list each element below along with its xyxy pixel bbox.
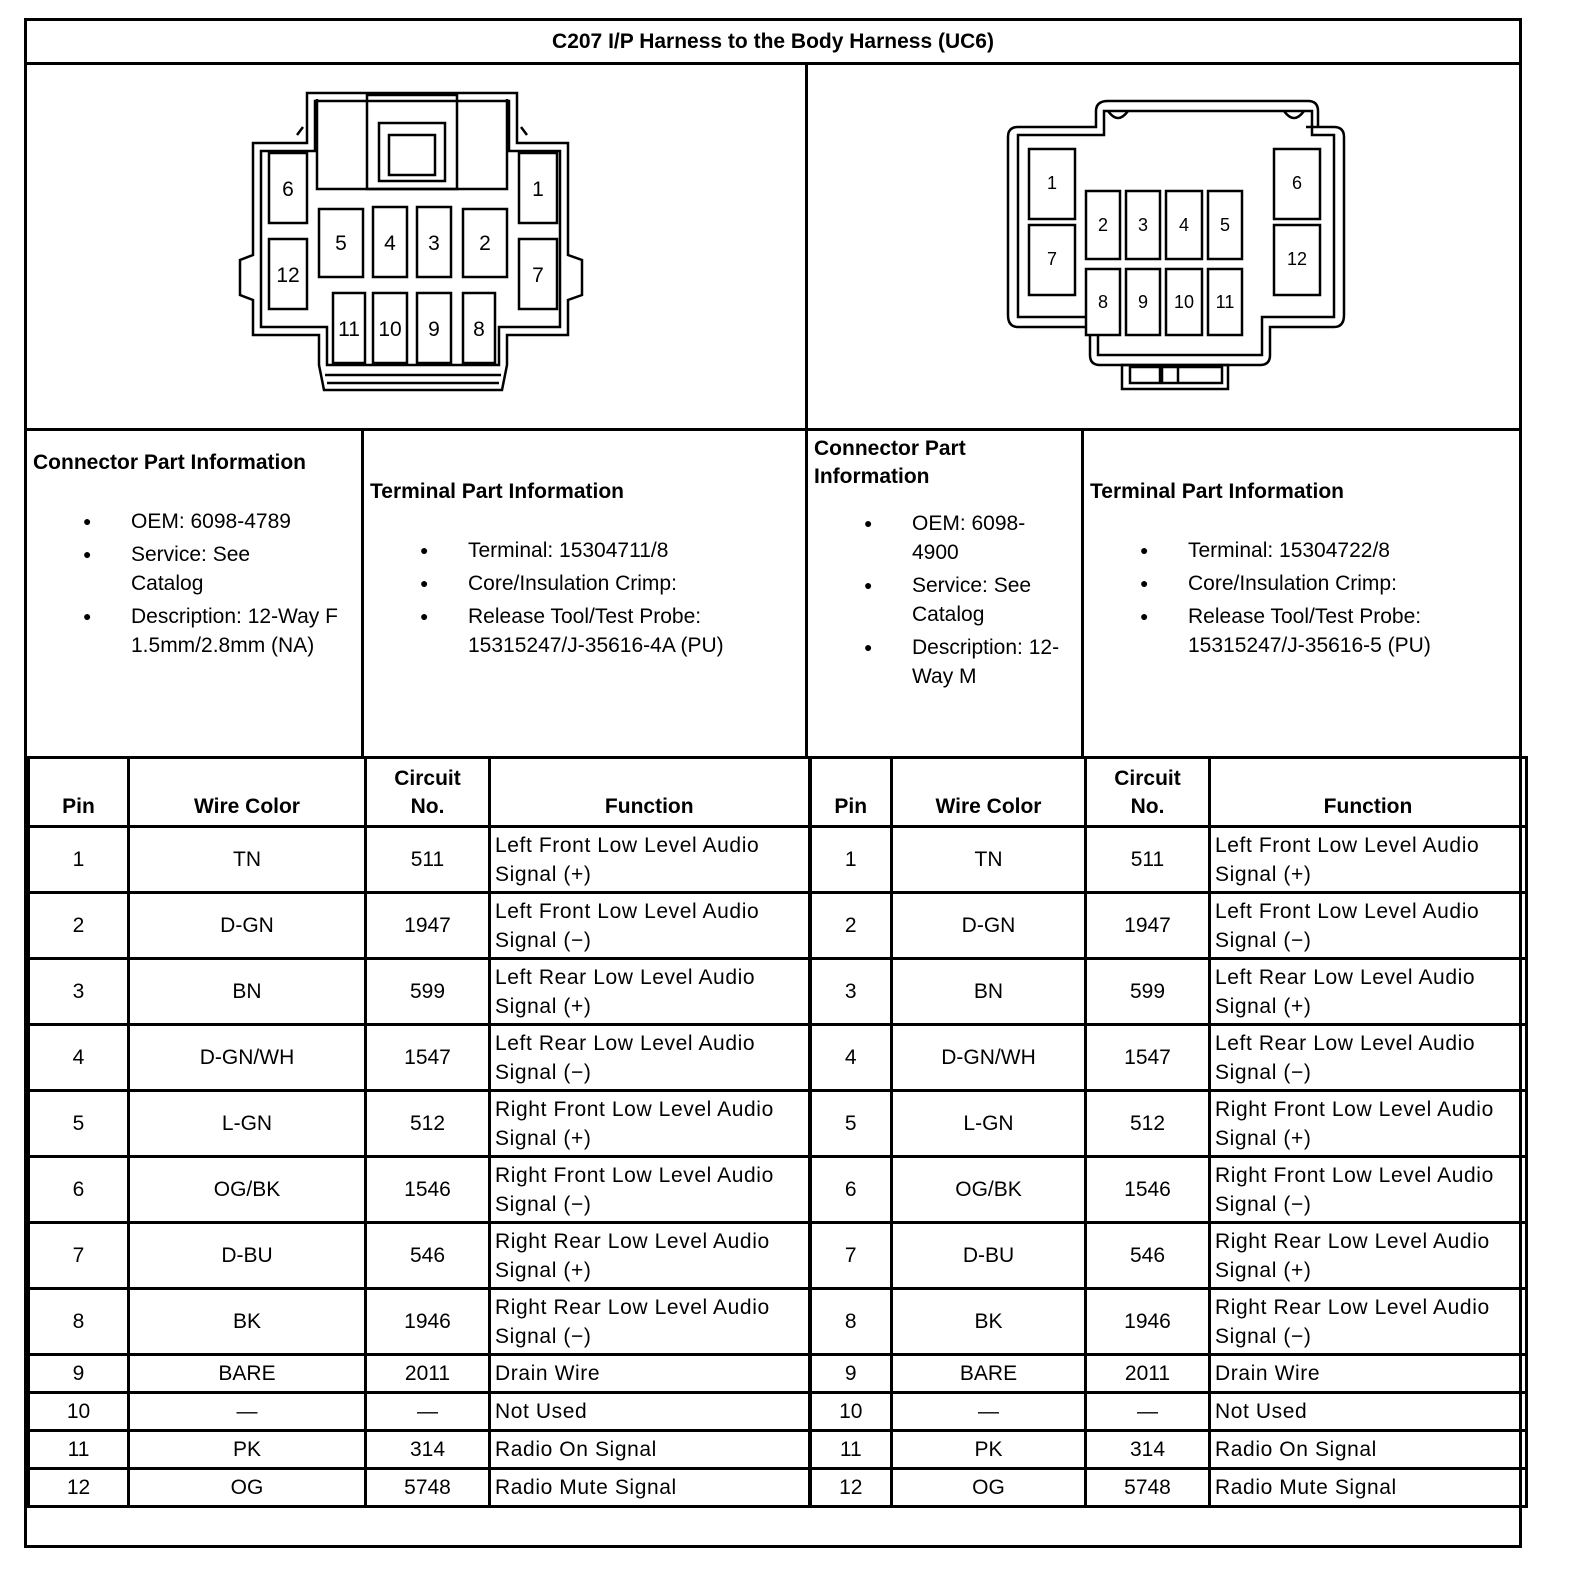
function-cell: Radio Mute Signal [1210, 1469, 1527, 1507]
circuit-cell: 512 [366, 1091, 490, 1157]
pin-cell: 4 [810, 1025, 892, 1091]
table-row [29, 1223, 1527, 1289]
wire-color-cell: OG/BK [892, 1157, 1086, 1223]
function-cell: Not Used [490, 1393, 810, 1431]
left-pin-label: 8 [473, 318, 485, 341]
right-pin-label: 7 [1046, 249, 1058, 269]
pin-cell: 3 [810, 959, 892, 1025]
pin-cell: 12 [29, 1469, 129, 1507]
pin-cell: 6 [810, 1157, 892, 1223]
part-info-row [27, 428, 1519, 759]
circuit-cell: 5748 [1086, 1469, 1210, 1507]
column-header: Circuit No. [1086, 758, 1210, 827]
right-pin-label: 8 [1097, 292, 1109, 312]
wire-color-cell: BK [892, 1289, 1086, 1355]
pin-cell: 11 [810, 1431, 892, 1469]
circuit-cell: 1547 [1086, 1025, 1210, 1091]
left-pin-label: 9 [428, 318, 440, 341]
left-pin-label: 12 [276, 264, 300, 287]
circuit-cell: 314 [1086, 1431, 1210, 1469]
right-pin-label: 3 [1137, 215, 1149, 235]
pin-table-body [29, 827, 1527, 1507]
table-row [29, 1025, 1527, 1091]
right-pin-label: 1 [1046, 173, 1058, 193]
left-pin-label: 3 [428, 232, 440, 255]
function-cell: Left Rear Low Level Audio Signal (−) [1210, 1025, 1527, 1091]
right-pin-label: 10 [1173, 292, 1195, 312]
wire-color-cell: D-GN/WH [892, 1025, 1086, 1091]
right-pin-label: 6 [1291, 173, 1303, 193]
page-title: C207 I/P Harness to the Body Harness (UC6) [27, 21, 1519, 65]
wire-color-cell: L-GN [129, 1091, 366, 1157]
right-terminal-info-title: Terminal Part Information [1090, 480, 1344, 503]
function-cell: Right Front Low Level Audio Signal (−) [1210, 1157, 1527, 1223]
function-cell: Radio On Signal [1210, 1431, 1527, 1469]
left-connector-info-list [33, 507, 355, 660]
wire-color-cell: D-GN [892, 893, 1086, 959]
left-pin-label: 1 [532, 178, 544, 201]
function-cell: Left Front Low Level Audio Signal (+) [490, 827, 810, 893]
function-cell: Left Rear Low Level Audio Signal (+) [1210, 959, 1527, 1025]
wire-color-cell: — [892, 1393, 1086, 1431]
circuit-cell: 2011 [1086, 1355, 1210, 1393]
list-item: ● Release Tool/Test Probe: 15315247/J-35616-4A (PU) [370, 602, 799, 660]
function-cell: Right Rear Low Level Audio Signal (−) [490, 1289, 810, 1355]
column-header: Function [1210, 758, 1527, 827]
wire-color-cell: D-GN/WH [129, 1025, 366, 1091]
pin-cell: 2 [29, 893, 129, 959]
wire-color-cell: D-GN [129, 893, 366, 959]
wire-color-cell: D-BU [129, 1223, 366, 1289]
table-row [29, 893, 1527, 959]
table-header-row [29, 758, 1527, 827]
circuit-cell: 1947 [1086, 893, 1210, 959]
column-header: Function [490, 758, 810, 827]
column-header: Pin [29, 758, 129, 827]
pin-cell: 6 [29, 1157, 129, 1223]
left-pin-label: 10 [378, 318, 402, 341]
connector-sheet [24, 18, 1522, 1548]
pin-cell: 8 [29, 1289, 129, 1355]
function-cell: Right Front Low Level Audio Signal (+) [490, 1091, 810, 1157]
pin-cell: 7 [29, 1223, 129, 1289]
wire-color-cell: BARE [892, 1355, 1086, 1393]
right-pin-label: 9 [1137, 292, 1149, 312]
list-item: ● Service: See Catalog [814, 571, 1075, 629]
pin-cell: 10 [810, 1393, 892, 1431]
function-cell: Left Rear Low Level Audio Signal (−) [490, 1025, 810, 1091]
list-item: ● OEM: 6098-4900 [814, 509, 1075, 567]
table-row [29, 1469, 1527, 1507]
function-cell: Right Rear Low Level Audio Signal (+) [490, 1223, 810, 1289]
circuit-cell: — [366, 1393, 490, 1431]
function-cell: Right Rear Low Level Audio Signal (−) [1210, 1289, 1527, 1355]
function-cell: Radio On Signal [490, 1431, 810, 1469]
wire-color-cell: BK [129, 1289, 366, 1355]
function-cell: Left Front Low Level Audio Signal (−) [1210, 893, 1527, 959]
right-connector-info [808, 431, 1084, 756]
left-terminal-info [364, 431, 808, 756]
table-row [29, 1431, 1527, 1469]
table-row [29, 959, 1527, 1025]
circuit-cell: 546 [1086, 1223, 1210, 1289]
circuit-cell: 511 [366, 827, 490, 893]
list-item: ● Release Tool/Test Probe: 15315247/J-35616-5 (PU) [1090, 602, 1516, 660]
list-item: ● Terminal: 15304722/8 [1090, 536, 1516, 565]
circuit-cell: 599 [1086, 959, 1210, 1025]
pin-cell: 3 [29, 959, 129, 1025]
right-connector-info-list [814, 509, 1075, 691]
right-pin-label: 2 [1097, 215, 1109, 235]
left-pin-label: 4 [384, 232, 396, 255]
right-pin-label: 11 [1215, 292, 1235, 312]
right-connector-diagram [808, 65, 1522, 428]
table-row [29, 1091, 1527, 1157]
pin-cell: 10 [29, 1393, 129, 1431]
left-pin-label: 7 [532, 264, 544, 287]
column-header: Wire Color [892, 758, 1086, 827]
function-cell: Not Used [1210, 1393, 1527, 1431]
right-terminal-info-list [1090, 536, 1516, 660]
pin-cell: 5 [29, 1091, 129, 1157]
right-pin-label: 5 [1219, 215, 1231, 235]
right-pin-label: 12 [1286, 249, 1308, 269]
left-connector-diagram [27, 65, 808, 428]
column-header: Circuit No. [366, 758, 490, 827]
function-cell: Drain Wire [490, 1355, 810, 1393]
function-cell: Drain Wire [1210, 1355, 1527, 1393]
circuit-cell: 1947 [366, 893, 490, 959]
wire-color-cell: PK [892, 1431, 1086, 1469]
right-connector-info-title: Connector Part Information [814, 437, 966, 488]
function-cell: Radio Mute Signal [490, 1469, 810, 1507]
function-cell: Left Front Low Level Audio Signal (+) [1210, 827, 1527, 893]
pin-cell: 8 [810, 1289, 892, 1355]
wire-color-cell: — [129, 1393, 366, 1431]
circuit-cell: 512 [1086, 1091, 1210, 1157]
circuit-cell: 1547 [366, 1025, 490, 1091]
function-cell: Left Rear Low Level Audio Signal (+) [490, 959, 810, 1025]
left-pin-label: 5 [335, 232, 347, 255]
wire-color-cell: BARE [129, 1355, 366, 1393]
circuit-cell: 2011 [366, 1355, 490, 1393]
right-pin-label: 4 [1178, 215, 1190, 235]
table-row [29, 1157, 1527, 1223]
table-row [29, 1393, 1527, 1431]
column-header: Pin [810, 758, 892, 827]
left-connector-info-title: Connector Part Information [33, 451, 307, 474]
wire-color-cell: PK [129, 1431, 366, 1469]
list-item: ● OEM: 6098-4789 [33, 507, 355, 536]
wire-color-cell: BN [129, 959, 366, 1025]
pin-cell: 12 [810, 1469, 892, 1507]
wire-color-cell: OG/BK [129, 1157, 366, 1223]
list-item: ● Description: 12-Way M [814, 633, 1075, 691]
function-cell: Left Front Low Level Audio Signal (−) [490, 893, 810, 959]
circuit-cell: 546 [366, 1223, 490, 1289]
circuit-cell: 1546 [366, 1157, 490, 1223]
left-pin-label: 2 [479, 232, 491, 255]
pin-table [27, 756, 1528, 1508]
pin-cell: 11 [29, 1431, 129, 1469]
left-terminal-info-list [370, 536, 799, 660]
circuit-cell: 314 [366, 1431, 490, 1469]
pin-cell: 9 [29, 1355, 129, 1393]
list-item: ● Core/Insulation Crimp: [370, 569, 799, 598]
function-cell: Right Front Low Level Audio Signal (+) [1210, 1091, 1527, 1157]
list-item: ● Terminal: 15304711/8 [370, 536, 799, 565]
pin-cell: 2 [810, 893, 892, 959]
circuit-cell: — [1086, 1393, 1210, 1431]
column-header: Wire Color [129, 758, 366, 827]
circuit-cell: 1546 [1086, 1157, 1210, 1223]
right-terminal-info [1084, 431, 1522, 756]
wire-color-cell: L-GN [892, 1091, 1086, 1157]
function-cell: Right Rear Low Level Audio Signal (+) [1210, 1223, 1527, 1289]
circuit-cell: 1946 [366, 1289, 490, 1355]
left-pin-label: 11 [338, 318, 360, 341]
wire-color-cell: TN [892, 827, 1086, 893]
pin-cell: 1 [810, 827, 892, 893]
pin-cell: 1 [29, 827, 129, 893]
left-terminal-info-title: Terminal Part Information [370, 480, 624, 503]
function-cell: Right Front Low Level Audio Signal (−) [490, 1157, 810, 1223]
table-row [29, 1355, 1527, 1393]
list-item: ● Service: See Catalog [33, 540, 355, 598]
circuit-cell: 1946 [1086, 1289, 1210, 1355]
list-item: ● Description: 12-Way F 1.5mm/2.8mm (NA) [33, 602, 355, 660]
pin-cell: 5 [810, 1091, 892, 1157]
circuit-cell: 5748 [366, 1469, 490, 1507]
wire-color-cell: D-BU [892, 1223, 1086, 1289]
wire-color-cell: OG [892, 1469, 1086, 1507]
circuit-cell: 511 [1086, 827, 1210, 893]
left-pin-label: 6 [282, 178, 294, 201]
left-connector-info [27, 431, 364, 756]
list-item: ● Core/Insulation Crimp: [1090, 569, 1516, 598]
wire-color-cell: BN [892, 959, 1086, 1025]
pin-cell: 9 [810, 1355, 892, 1393]
circuit-cell: 599 [366, 959, 490, 1025]
pin-cell: 7 [810, 1223, 892, 1289]
pin-cell: 4 [29, 1025, 129, 1091]
table-row [29, 827, 1527, 893]
wire-color-cell: TN [129, 827, 366, 893]
wire-color-cell: OG [129, 1469, 366, 1507]
table-row [29, 1289, 1527, 1355]
